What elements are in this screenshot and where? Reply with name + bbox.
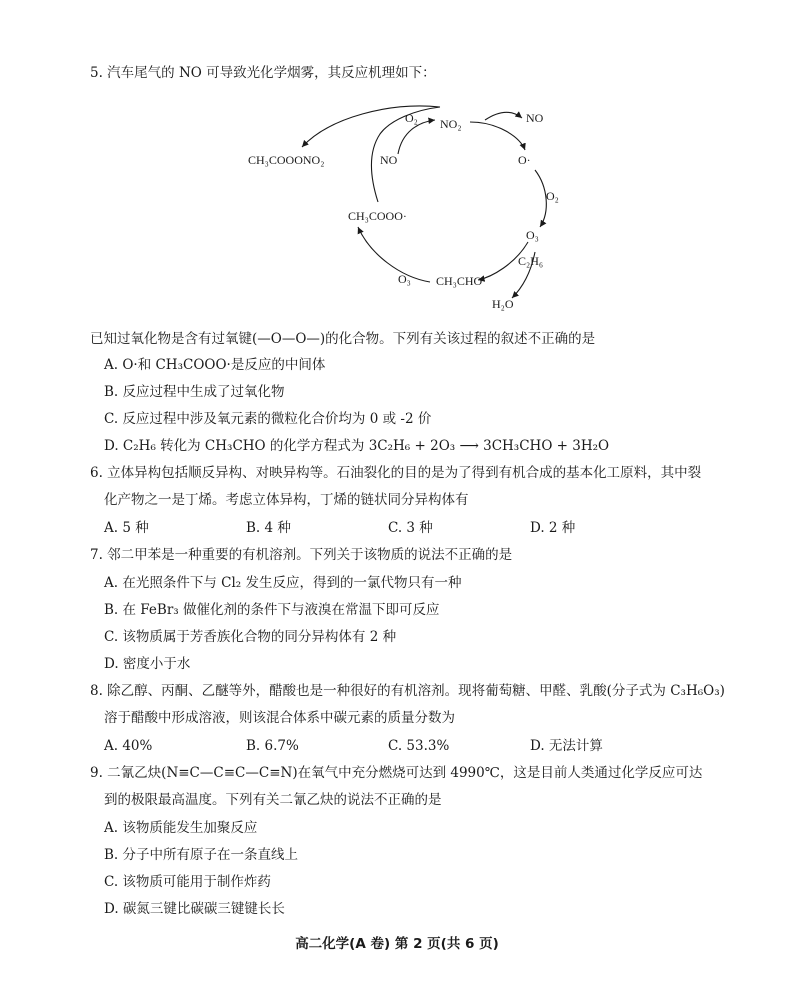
q6-stem-line2: 化产物之一是丁烯。考虑立体异构，丁烯的链状同分异构体有 (104, 492, 469, 508)
q7-option-b[interactable]: B. 在 FeBr₃ 做催化剂的条件下与液溴在常温下即可反应 (104, 602, 440, 618)
q9-option-c[interactable]: C. 该物质可能用于制作炸药 (104, 874, 271, 890)
q7-option-d[interactable]: D. 密度小于水 (104, 656, 191, 672)
q8-stem-line1: 8. 除乙醇、丙酮、乙醚等外，醋酸也是一种很好的有机溶剂。现将葡萄糖、甲醛、乳酸(分子式为 C₃H₆O₃) (90, 683, 725, 699)
arrow-no-to-no2 (398, 120, 435, 154)
label-o3-right: O₃ (526, 228, 539, 242)
q5-option-c[interactable]: C. 反应过程中涉及氧元素的微粒化合价均为 0 或 -2 价 (104, 411, 432, 427)
label-o2-top: O₂ (405, 111, 418, 125)
arrow-o-to-o3 (535, 170, 546, 227)
q5-option-b[interactable]: B. 反应过程中生成了过氧化物 (104, 384, 285, 400)
q9-stem-line1: 9. 二氰乙炔(N≡C—C≡C—C≡N)在氧气中充分燃烧可达到 4990℃，这是目前人类通过化学反应可达 (90, 765, 703, 781)
q9-option-d[interactable]: D. 碳氮三键比碳碳三键键长长 (104, 901, 285, 917)
q6-option-c[interactable]: C. 3 种 (388, 520, 433, 536)
q9-option-b[interactable]: B. 分子中所有原子在一条直线上 (104, 847, 299, 863)
label-no-out: NO (526, 111, 544, 125)
label-ch3cooo-radical: CH₃COOO· (348, 209, 407, 223)
label-no-in: NO (380, 153, 398, 167)
label-ch3cho: CH₃CHO (436, 274, 483, 288)
label-o2-right: O₂ (546, 189, 559, 203)
arrow-no2-to-o (470, 122, 525, 150)
q6-options (104, 519, 624, 537)
q5-given: 已知过氧化物是含有过氧键(—O—O—)的化合物。下列有关该过程的叙述不正确的是 (90, 331, 596, 347)
label-h2o: H₂O (492, 297, 514, 311)
arrow-to-ch3cooono2 (302, 106, 440, 147)
arrow-no-release (485, 112, 522, 120)
reaction-mechanism-diagram (230, 92, 590, 322)
label-c2h6: C₂H₆ (518, 254, 544, 268)
q8-options (104, 737, 624, 755)
q9-stem-line2: 到的极限最高温度。下列有关二氰乙炔的说法不正确的是 (104, 792, 442, 808)
q5-option-a[interactable]: A. O·和 CH₃COOO·是反应的中间体 (104, 357, 326, 373)
q6-option-a[interactable]: A. 5 种 (104, 520, 149, 536)
q8-option-d[interactable]: D. 无法计算 (530, 738, 603, 754)
q5-option-d[interactable]: D. C₂H₆ 转化为 CH₃CHO 的化学方程式为 3C₂H₆ + 2O₃ ⟶ 3CH₃CHO + 3H₂O (104, 438, 610, 454)
q6-option-b[interactable]: B. 4 种 (246, 520, 291, 536)
label-no2: NO₂ (440, 117, 462, 131)
q6-stem-line1: 6. 立体异构包括顺反异构、对映异构等。石油裂化的目的是为了得到有机合成的基本化工原料，其中裂 (90, 465, 702, 481)
q8-option-b[interactable]: B. 6.7% (246, 738, 299, 754)
q7-option-c[interactable]: C. 该物质属于芳香族化合物的同分异构体有 2 种 (104, 629, 397, 645)
q8-option-a[interactable]: A. 40% (104, 738, 153, 754)
q8-option-c[interactable]: C. 53.3% (388, 738, 450, 754)
q7-option-a[interactable]: A. 在光照条件下与 Cl₂ 发生反应，得到的一氯代物只有一种 (104, 575, 462, 591)
page-footer: 高二化学(A 卷) 第 2 页(共 6 页) (295, 936, 499, 952)
q5-stem: 5. 汽车尾气的 NO 可导致光化学烟雾，其反应机理如下： (90, 65, 436, 81)
label-ch3cooono2: CH₃COOONO₂ (248, 153, 325, 167)
label-o-radical: O· (518, 153, 531, 167)
q9-option-a[interactable]: A. 该物质能发生加聚反应 (104, 820, 258, 836)
q7-stem: 7. 邻二甲苯是一种重要的有机溶剂。下列关于该物质的说法不正确的是 (90, 547, 513, 563)
q6-option-d[interactable]: D. 2 种 (530, 520, 576, 536)
q8-stem-line2: 溶于醋酸中形成溶液，则该混合体系中碳元素的质量分数为 (104, 710, 455, 726)
label-o3-bottom: O₃ (398, 272, 411, 286)
arrow-ch3cho-to-ch3cooo (358, 227, 430, 282)
